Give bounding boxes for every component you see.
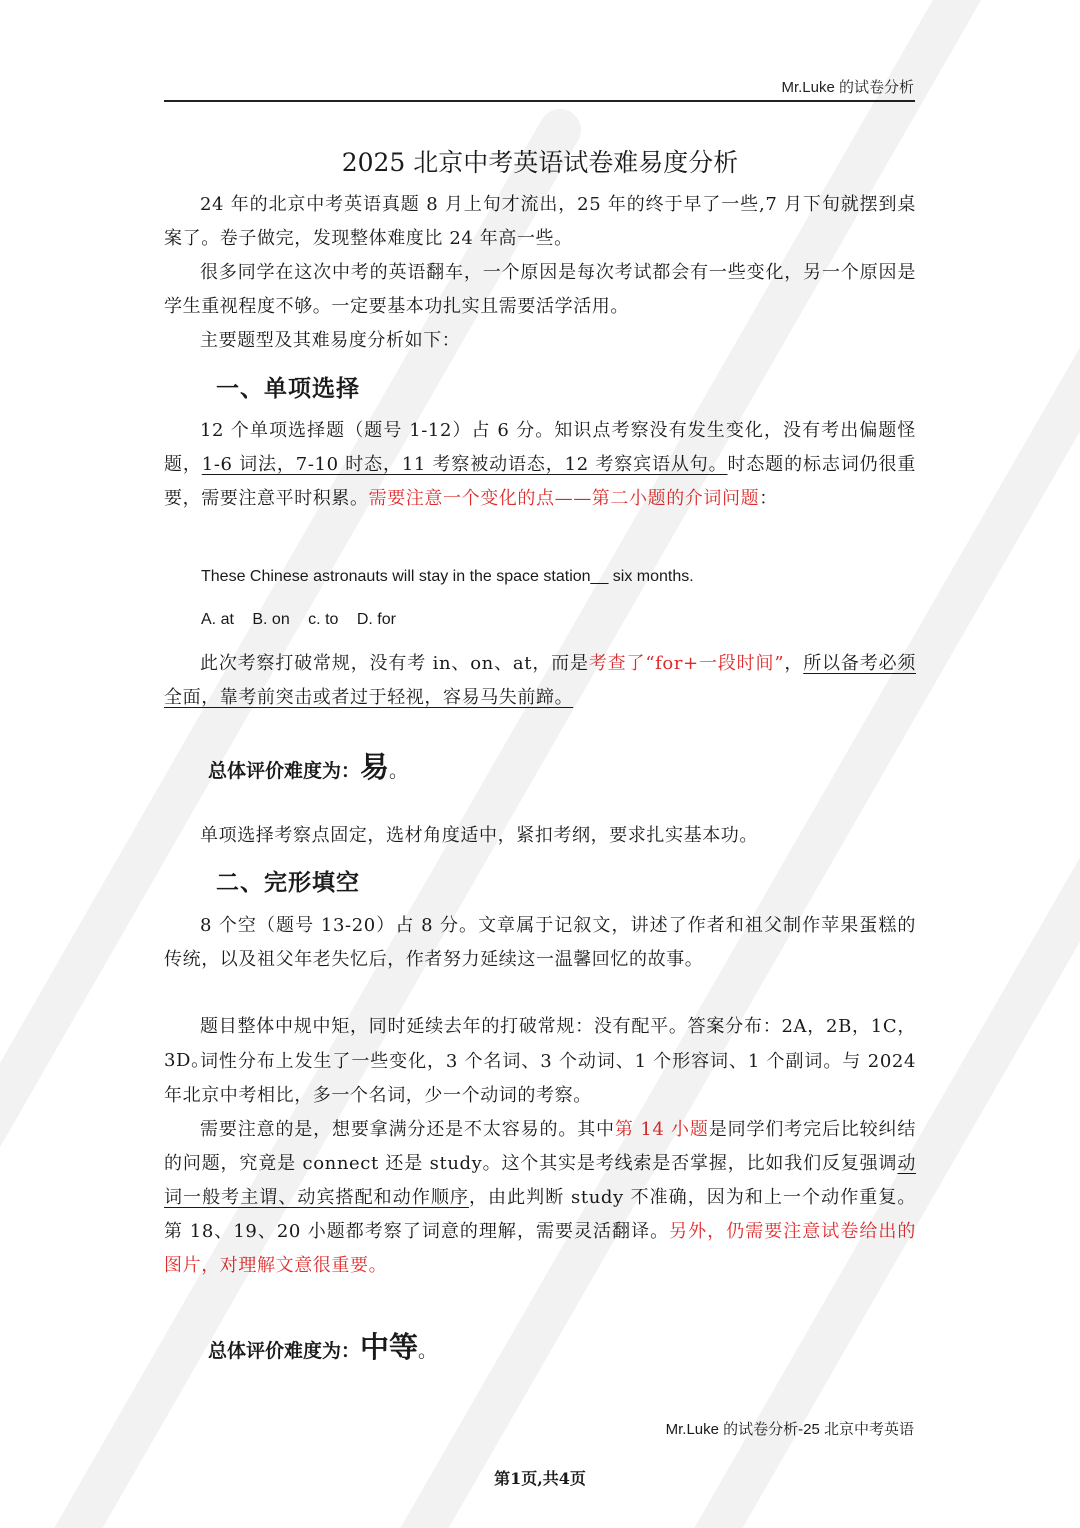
intro-paragraph-2: 很多同学在这次中考的英语翻车，一个原因是每次考试都会有一些变化，另一个原因是学生重视程度不够。一定要基本功扎实且需要活学活用。 [164,262,916,317]
rating-label: 总体评价难度为： [208,760,361,782]
example-options [201,611,410,629]
option-c: c. to [308,611,339,628]
rating-value: 易 [360,750,390,784]
p4-highlight-1: 第 14 小题 [614,1119,709,1140]
section2-paragraph-3: 词性分布上发生了一些变化，3 个名词、3 个动词、1 个形容词、1 个副词。与 2024 年北京中考相比，多一个名词，少一个动词的考察。 [164,1051,916,1106]
option-d: D. for [356,611,396,628]
note-text-c: ， [784,653,804,674]
section1-underlined: 1-6 词法，7-10 时态，11 考察被动语态，12 考察宾语从句。 [201,454,728,475]
section2-heading: 二、完形填空 [216,870,360,896]
rating-label: 总体评价难度为： [208,1340,361,1362]
p4-text-e: ，由此判断 study 不准确，因为和上一个动作重复。第 18、19、20 小题都考察了词意的理解，需要灵活翻译。 [164,1187,916,1242]
note-highlight: 考查了“for+一段时间” [588,653,785,674]
header-text: Mr.Luke 的试卷分析 [781,79,914,96]
intro-paragraph-3: 主要题型及其难易度分析如下： [200,330,461,351]
note-text-a: 此次考察打破常规，没有考 in、on、at，而是 [200,653,589,674]
section1-text-e: ： [759,488,778,509]
page-number: 第1页,共4页 [494,1469,586,1488]
intro-paragraph-1: 24 年的北京中考英语真题 8 月上旬才流出，25 年的终于早了一些,7 月下旬就摆到桌案了。卷子做完，发现整体难度比 24 年高一些。 [164,194,916,249]
section2-paragraph-1: 8 个空（题号 13-20）占 8 分。文章属于记叙文，讲述了作者和祖父制作苹果蛋糕的传统，以及祖父年老失忆后，作者努力延续这一温馨回忆的故事。 [164,915,916,970]
section2-paragraph-2: 题目整体中规中矩，同时延续去年的打破常规：没有配平。答案分布：2A，2B，1C，3D。 [164,1016,916,1071]
rating-end: 。 [418,1340,438,1362]
section2-paragraph-4 [164,1113,916,1283]
footer-text: Mr.Luke 的试卷分析-25 北京中考英语 [665,1421,914,1438]
header-rule [164,100,915,102]
section2-rating [208,1325,437,1366]
rating-value: 中等 [360,1330,419,1364]
section1-text-a: 12 个单项选择题（题号 1-12）占 6 分。知识点考察没有发生变化，没有考出偏题怪题， [164,420,916,475]
p4-text-c: 是同学们考完后比较纠结的问题，究竟是 connect 还是 study。这个其实是考线索是否掌握，比如我们反复强调 [164,1119,916,1174]
section1-paragraph [164,414,916,516]
option-a: A. at [201,611,234,628]
section1-text-c: 时态题的标志词仍很重要，需要注意平时积累。 [164,454,917,509]
option-b: B. on [252,611,290,628]
p4-text-a: 需要注意的是，想要拿满分还是不太容易的。其中 [200,1119,615,1140]
section1-rating [208,745,408,786]
note-underlined: 所以备考必须全面，靠考前突击或者过于轻视，容易马失前蹄。 [164,653,917,708]
rating-end: 。 [389,760,409,782]
p4-underlined: 动词一般考主谓、动宾搭配和动作顺序 [164,1153,916,1208]
example-question: These Chinese astronauts will stay in the space station__ six months. [201,568,694,585]
section1-summary: 单项选择考察点固定，选材角度适中，紧扣考纲，要求扎实基本功。 [200,825,758,846]
page-title: 2025 北京中考英语试卷难易度分析 [341,148,739,177]
section1-heading: 一、单项选择 [216,376,360,402]
p4-highlight-2: 另外，仍需要注意试卷给出的图片，对理解文意很重要。 [164,1221,916,1276]
section1-note [164,647,916,715]
section1-highlight: 需要注意一个变化的点——第二小题的介词问题 [368,488,760,509]
